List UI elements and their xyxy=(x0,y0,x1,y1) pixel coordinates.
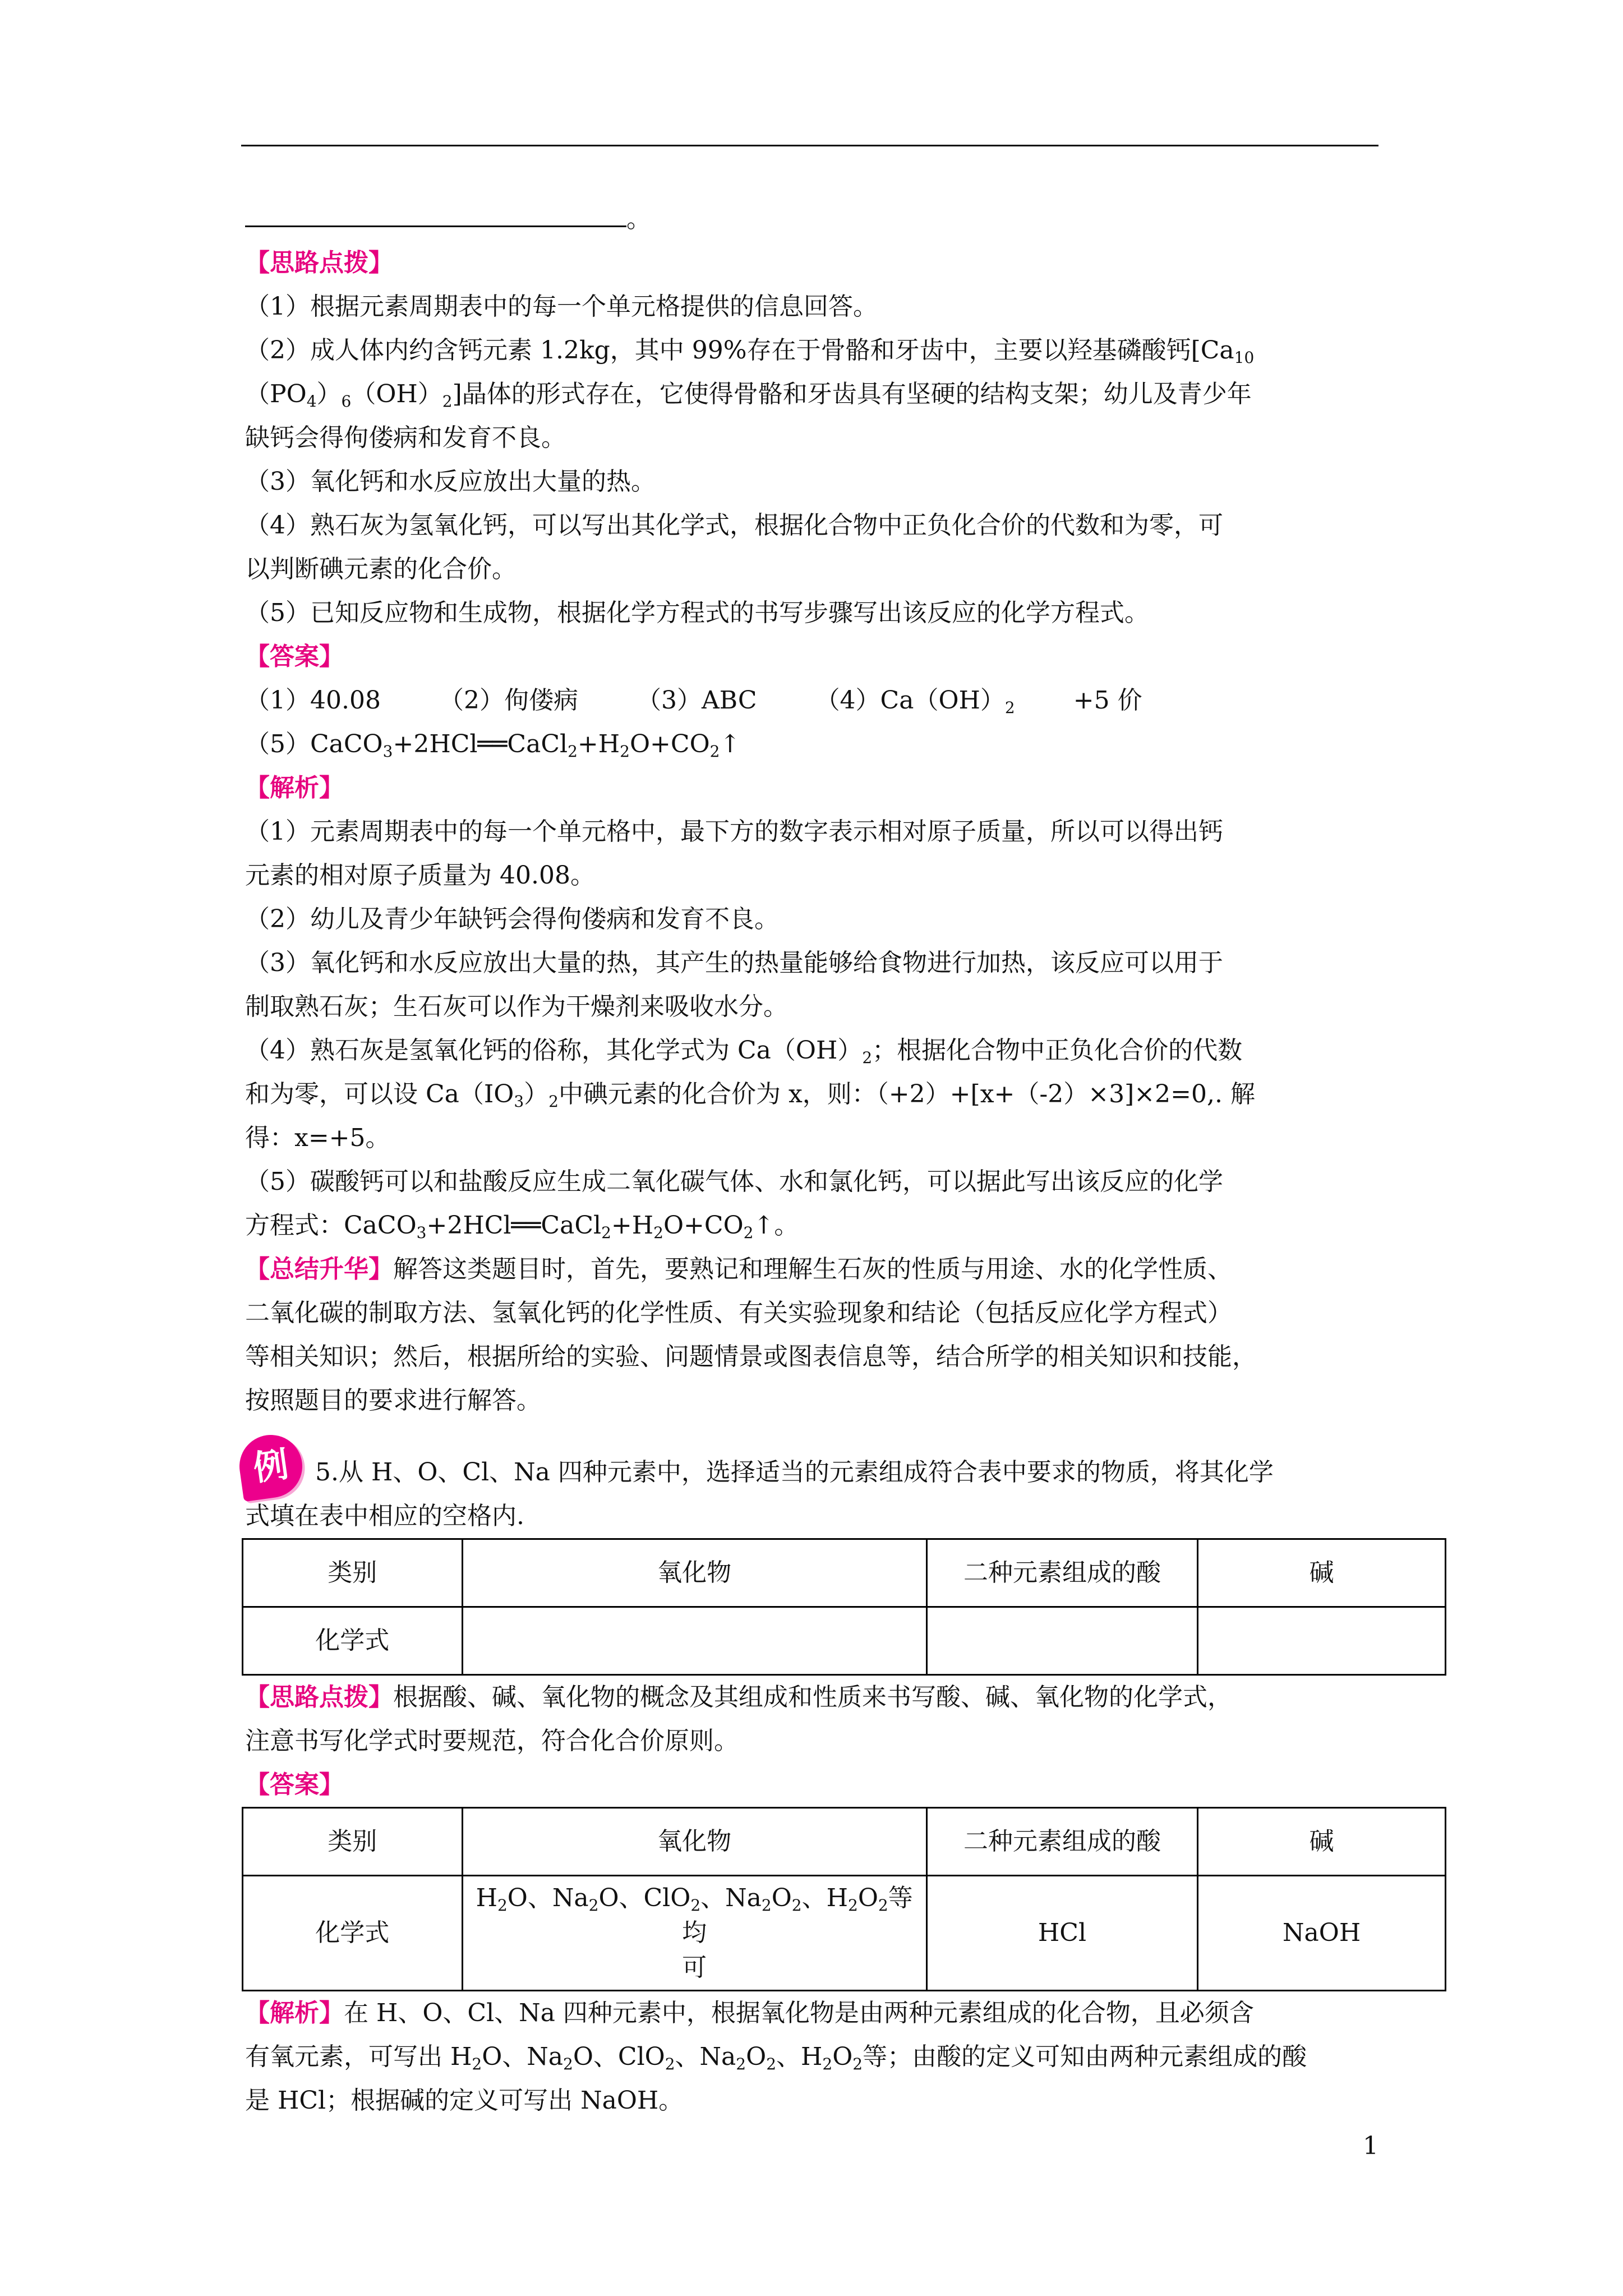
analysis-line: （1）元素周期表中的每一个单元格中，最下方的数字表示相对原子质量，所以可以得出钙 xyxy=(245,817,1223,846)
fill-blank-line: 。 xyxy=(245,197,1451,241)
analysis-line: （3）氧化钙和水反应放出大量的热，其产生的热量能够给食物进行加热，该反应可以用于 xyxy=(245,949,1223,977)
hint-heading: 【思路点拨】 xyxy=(245,249,393,277)
table-header: 类别 xyxy=(243,1808,463,1876)
answer-item: （2）佝偻病 xyxy=(439,686,578,715)
answer-line: （1）40.08 （2）佝偻病 （3）ABC $(4)Ca(OH)_2 +5$ 价 xyxy=(245,686,1142,717)
analysis-line: 【解析】在 H、O、Cl、Na 四种元素中，根据氧化物是由两种元素组成的化合物，且必须含 xyxy=(245,1999,1254,2027)
answer-table xyxy=(242,1807,1446,1991)
table-cell-empty xyxy=(462,1607,926,1675)
analysis-line: 得：x=+5。 xyxy=(245,1124,390,1152)
table-cell-empty xyxy=(926,1607,1198,1675)
answer-item: （1）40.08 xyxy=(245,686,381,715)
summary-line: 二氧化碳的制取方法、氢氧化钙的化学性质、有关实验现象和结论（包括反应化学方程式） xyxy=(245,1299,1232,1327)
analysis-line: （2）幼儿及青少年缺钙会得佝偻病和发育不良。 xyxy=(245,905,779,933)
table-header: 二种元素组成的酸 xyxy=(926,1539,1198,1607)
example-badge-icon: 例 xyxy=(236,1431,306,1502)
summary-heading: 【总结升华】 xyxy=(245,1255,393,1283)
summary-line: 【总结升华】解答这类题目时，首先，要熟记和理解生石灰的性质与用途、水的化学性质、 xyxy=(245,1255,1232,1283)
hint-line: $(PO_4)_6(OH)_2$]晶体的形式存在，它使得骨骼和牙齿具有坚硬的结构支架；幼儿及青少年 xyxy=(245,380,1252,411)
answer-item: +5 价 xyxy=(1073,686,1142,715)
table-header: 氧化物 xyxy=(462,1808,926,1876)
table-cell-empty xyxy=(1198,1607,1446,1675)
table-row-label: 化学式 xyxy=(243,1876,463,1991)
analysis-line: （4）熟石灰是氢氧化钙的俗称，其化学式为 $Ca(OH)_2$；根据化合物中正负化合价的代数 xyxy=(245,1036,1243,1067)
answer-heading: 【答案】 xyxy=(245,1770,344,1799)
table-header: 二种元素组成的酸 xyxy=(926,1808,1198,1876)
table-header: 类别 xyxy=(243,1539,463,1607)
analysis-line: 方程式：$CaCO_3+2HCl══CaCl_2+H_2O+CO_2↑$。 xyxy=(245,1211,799,1242)
hint-line: （3）氧化钙和水反应放出大量的热。 xyxy=(245,467,656,496)
analysis-line: 元素的相对原子质量为 40.08。 xyxy=(245,861,595,890)
question-table xyxy=(242,1538,1446,1676)
hint-line: 注意书写化学式时要规范，符合化合价原则。 xyxy=(245,1727,739,1755)
answer-heading: 【答案】 xyxy=(245,642,344,671)
example-question xyxy=(245,1443,1451,1494)
page-number: 1 xyxy=(1363,2132,1378,2160)
oxide-answer-cell: $H_2O$、$Na_2O$、ClO$_2$、$Na_2O_2$、$H_2O_2$等均 可 xyxy=(462,1876,926,1991)
table-row-label: 化学式 xyxy=(243,1607,463,1675)
table-row xyxy=(243,1607,1446,1675)
analysis-heading: 【解析】 xyxy=(245,774,344,802)
question-line: 式填在表中相应的空格内. xyxy=(245,1502,524,1530)
table-header: 碱 xyxy=(1198,1808,1446,1876)
hint-line: 以判断碘元素的化合价。 xyxy=(245,555,517,583)
summary-line: 等相关知识；然后，根据所给的实验、问题情景或图表信息等，结合所学的相关知识和技能， xyxy=(245,1342,1257,1371)
page-content xyxy=(245,197,1451,2123)
analysis-line: 有氧元素，可写出 $H_2O$、$Na_2O$、ClO$_2$、$Na_2O_2$、$H_2O_2$等；由酸的定义可知由两种元素组成的酸 xyxy=(245,2042,1307,2073)
analysis-heading: 【解析】 xyxy=(245,1999,344,2027)
answer-equation: $(5)CaCO_3+2HCl══CaCl_2+H_2O+CO_2↑$ xyxy=(245,730,741,761)
summary-line: 按照题目的要求进行解答。 xyxy=(245,1386,541,1415)
table-row xyxy=(243,1539,1446,1607)
answer-blank xyxy=(245,203,626,227)
answer-item: （3）ABC xyxy=(636,686,757,715)
analysis-line: 和为零，可以设 $Ca(IO_3)_2$中碘元素的化合价为 x，则：（+2）+[x+（-2）×3]×2=0,. 解 xyxy=(245,1080,1255,1111)
hint-line: 【思路点拨】根据酸、碱、氧化物的概念及其组成和性质来书写酸、碱、氧化物的化学式， xyxy=(245,1683,1232,1711)
table-header: 碱 xyxy=(1198,1539,1446,1607)
base-answer-cell: NaOH xyxy=(1198,1876,1446,1991)
question-line: 5.从 H、O、Cl、Na 四种元素中，选择适当的元素组成符合表中要求的物质，将其化学 xyxy=(315,1458,1274,1487)
hint-heading: 【思路点拨】 xyxy=(245,1683,393,1711)
analysis-line: 是 HCl；根据碱的定义可写出 NaOH。 xyxy=(245,2086,684,2115)
hint-line: （2）成人体内约含钙元素 1.2kg，其中 99%存在于骨骼和牙齿中，主要以羟基磷酸钙[$Ca_{10}$ xyxy=(245,336,1255,367)
hint-line: （5）已知反应物和生成物，根据化学方程式的书写步骤写出该反应的化学方程式。 xyxy=(245,599,1149,627)
hint-line: （4）熟石灰为氢氧化钙，可以写出其化学式，根据化合物中正负化合价的代数和为零，可 xyxy=(245,511,1223,540)
table-row xyxy=(243,1808,1446,1876)
hint-line: 缺钙会得佝偻病和发育不良。 xyxy=(245,424,566,452)
hint-line: （1）根据元素周期表中的每一个单元格提供的信息回答。 xyxy=(245,292,878,321)
answer-item: （4）Ca（OH） xyxy=(815,686,1005,715)
acid-answer-cell: HCl xyxy=(926,1876,1198,1991)
analysis-line: 制取熟石灰；生石灰可以作为干燥剂来吸收水分。 xyxy=(245,992,788,1021)
header-rule xyxy=(241,145,1378,146)
table-header: 氧化物 xyxy=(462,1539,926,1607)
analysis-line: （5）碳酸钙可以和盐酸反应生成二氧化碳气体、水和氯化钙，可以据此写出该反应的化学 xyxy=(245,1167,1223,1196)
table-row xyxy=(243,1876,1446,1991)
